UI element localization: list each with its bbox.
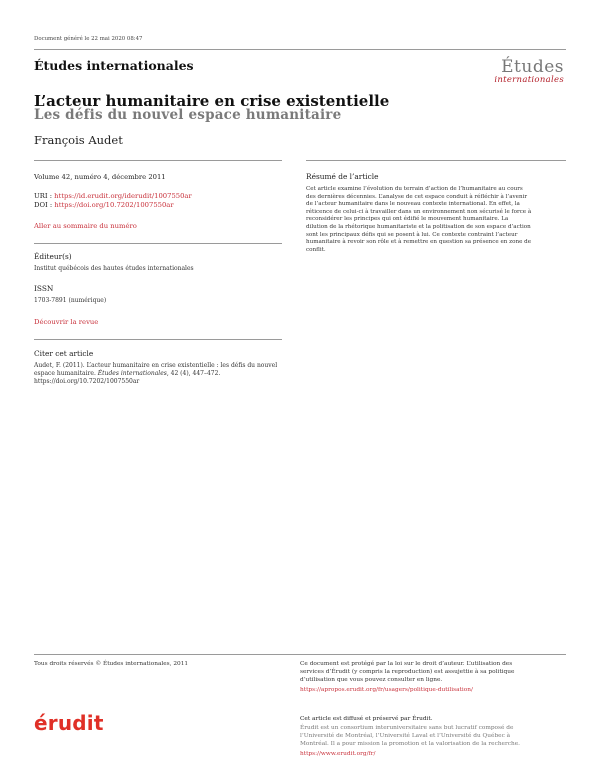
consortium-line: Montréal. Il a pour mission la promotion et la valorisation de la recherche. [300, 741, 521, 747]
abstract-line: des dernières décennies. L’analyse de cet espace conduit à réfléchir à l’avenir [306, 193, 528, 200]
uri-label: URI : [34, 192, 55, 200]
top-divider [34, 49, 566, 50]
abstract-line: Cet article examine l’évolution du terrain d’action de l’humanitaire au cours [306, 186, 523, 192]
notice-line: Ce document est protégé par la loi sur le droit d’auteur. L’utilisation des [300, 661, 513, 667]
citation-pre: espace humanitaire. [34, 370, 98, 377]
erudit-logo: érudit [34, 711, 104, 735]
doi-link[interactable]: https://doi.org/10.7202/1007550ar [54, 201, 174, 209]
citation-journal: Études internationales [97, 370, 167, 377]
abstract-line: de l’acteur humanitaire dans le nouveau contexte international. En effet, la [306, 201, 520, 208]
policy-link[interactable]: https://apropos.erudit.org/fr/usagers/politique-dutilisation/ [300, 687, 473, 693]
abstract-line: reconsidérer les principes qui ont édifié le mouvement humanitaire. La [306, 216, 509, 223]
issn-label: ISSN [34, 284, 54, 293]
citation-line-2 [34, 370, 282, 378]
cite-label: Citer cet article [34, 349, 94, 358]
publisher-label: Éditeur(s) [34, 252, 72, 261]
uri-link[interactable]: https://id.erudit.org/iderudit/1007550ar [54, 192, 192, 200]
left-divider-1 [34, 160, 282, 161]
erudit-link[interactable]: https://www.erudit.org/fr/ [300, 751, 376, 757]
article-author: François Audet [34, 133, 123, 147]
issue-volume: Volume 42, numéro 4, décembre 2011 [34, 173, 166, 181]
journal-name: Études internationales [34, 58, 194, 73]
distributed-text: Cet article est diffusé et préservé par Érudit. [300, 716, 433, 722]
article-title: L’acteur humanitaire en crise existentielle [34, 92, 390, 110]
citation-post: , 42 (4), 447–472. [166, 370, 221, 377]
erudit-notice [300, 715, 568, 758]
discover-journal-link[interactable]: Découvrir la revue [34, 318, 99, 326]
copyright-notice [300, 660, 568, 694]
citation-text [34, 362, 282, 386]
notice-line: services d’Érudit (y compris la reproduction) est assujettie à sa politique [300, 669, 515, 675]
generated-date: Document généré le 22 mai 2020 08:47 [34, 36, 143, 42]
abstract-label: Résumé de l’article [306, 172, 379, 181]
consortium-line: l’Université de Montréal, l’Université Laval et l’Université du Québec à [300, 733, 511, 739]
doi-label: DOI : [34, 201, 55, 209]
journal-logo-line1: Études [501, 57, 564, 77]
issue-uri [34, 192, 282, 200]
abstract-line: sont les principaux défis qui se posent à lui. Ce contexte contraint l’acteur [306, 231, 518, 238]
notice-line: d’utilisation que vous pouvez consulter en ligne. [300, 677, 443, 683]
rights-text: Tous droits réservés © Études internationales, 2011 [34, 661, 189, 667]
abstract-line: conflit. [306, 246, 326, 253]
abstract-line: humanitaire à revoir son rôle et à remettre en question sa présence en zone de [306, 239, 532, 246]
issn-value: 1703-7891 (numérique) [34, 297, 107, 304]
journal-logo-line2: internationales [494, 75, 564, 85]
footer-divider [34, 654, 566, 655]
left-divider-3 [34, 339, 282, 340]
right-divider-1 [306, 160, 566, 161]
publisher-name: Institut québécois des hautes études internationales [34, 265, 194, 272]
citation-line-1: Audet, F. (2011). L’acteur humanitaire en crise existentielle : les défis du nouvel [34, 362, 278, 369]
abstract-line: réticence de celui-ci à travailler dans un environnement non sécurisé le force à [306, 208, 532, 215]
abstract-line: dilution de la rhétorique humanitariste et la politisation de son espace d’action [306, 223, 531, 230]
abstract-text [306, 186, 568, 254]
article-subtitle: Les défis du nouvel espace humanitaire [34, 107, 342, 123]
issue-doi [34, 201, 282, 209]
issue-summary-link[interactable]: Aller au sommaire du numéro [34, 222, 137, 230]
consortium-line: Érudit est un consortium interuniversitaire sans but lucratif composé de [300, 725, 514, 731]
journal-logo [480, 58, 564, 85]
citation-line-3: https://doi.org/10.7202/1007550ar [34, 378, 140, 385]
left-divider-2 [34, 243, 282, 244]
